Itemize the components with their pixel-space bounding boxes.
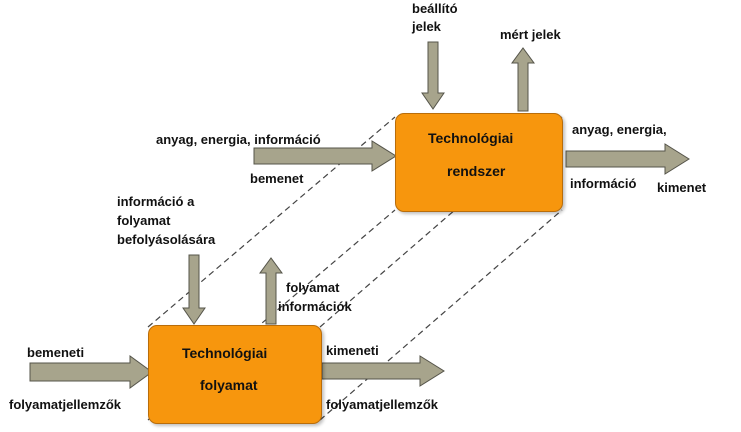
settings-signals-label-1: beállító xyxy=(412,1,458,16)
settings-signals-arrow xyxy=(422,42,444,109)
system-input-desc-label: anyag, energia, információ xyxy=(156,132,321,147)
influence-info-label-3: befolyásolására xyxy=(117,232,216,247)
system-box xyxy=(395,113,563,212)
process-info-label-1: folyamat xyxy=(286,280,340,295)
process-input-label-2: folyamatjellemzők xyxy=(9,397,121,412)
process-output-label-1: kimeneti xyxy=(326,343,379,358)
settings-signals-label-2: jelek xyxy=(412,19,441,34)
influence-info-label-1: információ a xyxy=(117,194,195,209)
system-box-line2: rendszer xyxy=(447,163,506,179)
process-box xyxy=(148,325,322,424)
process-output-arrow xyxy=(322,356,444,386)
measured-signals-label: mért jelek xyxy=(500,27,561,42)
system-output-label: kimenet xyxy=(657,180,707,195)
process-input-label-1: bemeneti xyxy=(27,345,85,360)
projection-line-bottom-right xyxy=(320,210,562,420)
system-output-desc-label-2: információ xyxy=(570,176,637,191)
influence-arrow xyxy=(183,255,205,324)
process-output-label-2: folyamatjellemzők xyxy=(326,397,438,412)
process-info-label-2: információk xyxy=(278,299,352,314)
system-input-label: bemenet xyxy=(250,171,304,186)
process-box-line2: folyamat xyxy=(200,377,258,393)
system-output-desc-label-1: anyag, energia, xyxy=(572,122,667,137)
system-box-line1: Technológiai xyxy=(428,130,514,146)
measured-signals-arrow xyxy=(512,48,534,111)
influence-info-label-2: folyamat xyxy=(117,213,171,228)
process-box-line1: Technológiai xyxy=(182,345,268,361)
system-output-arrow xyxy=(566,144,689,174)
